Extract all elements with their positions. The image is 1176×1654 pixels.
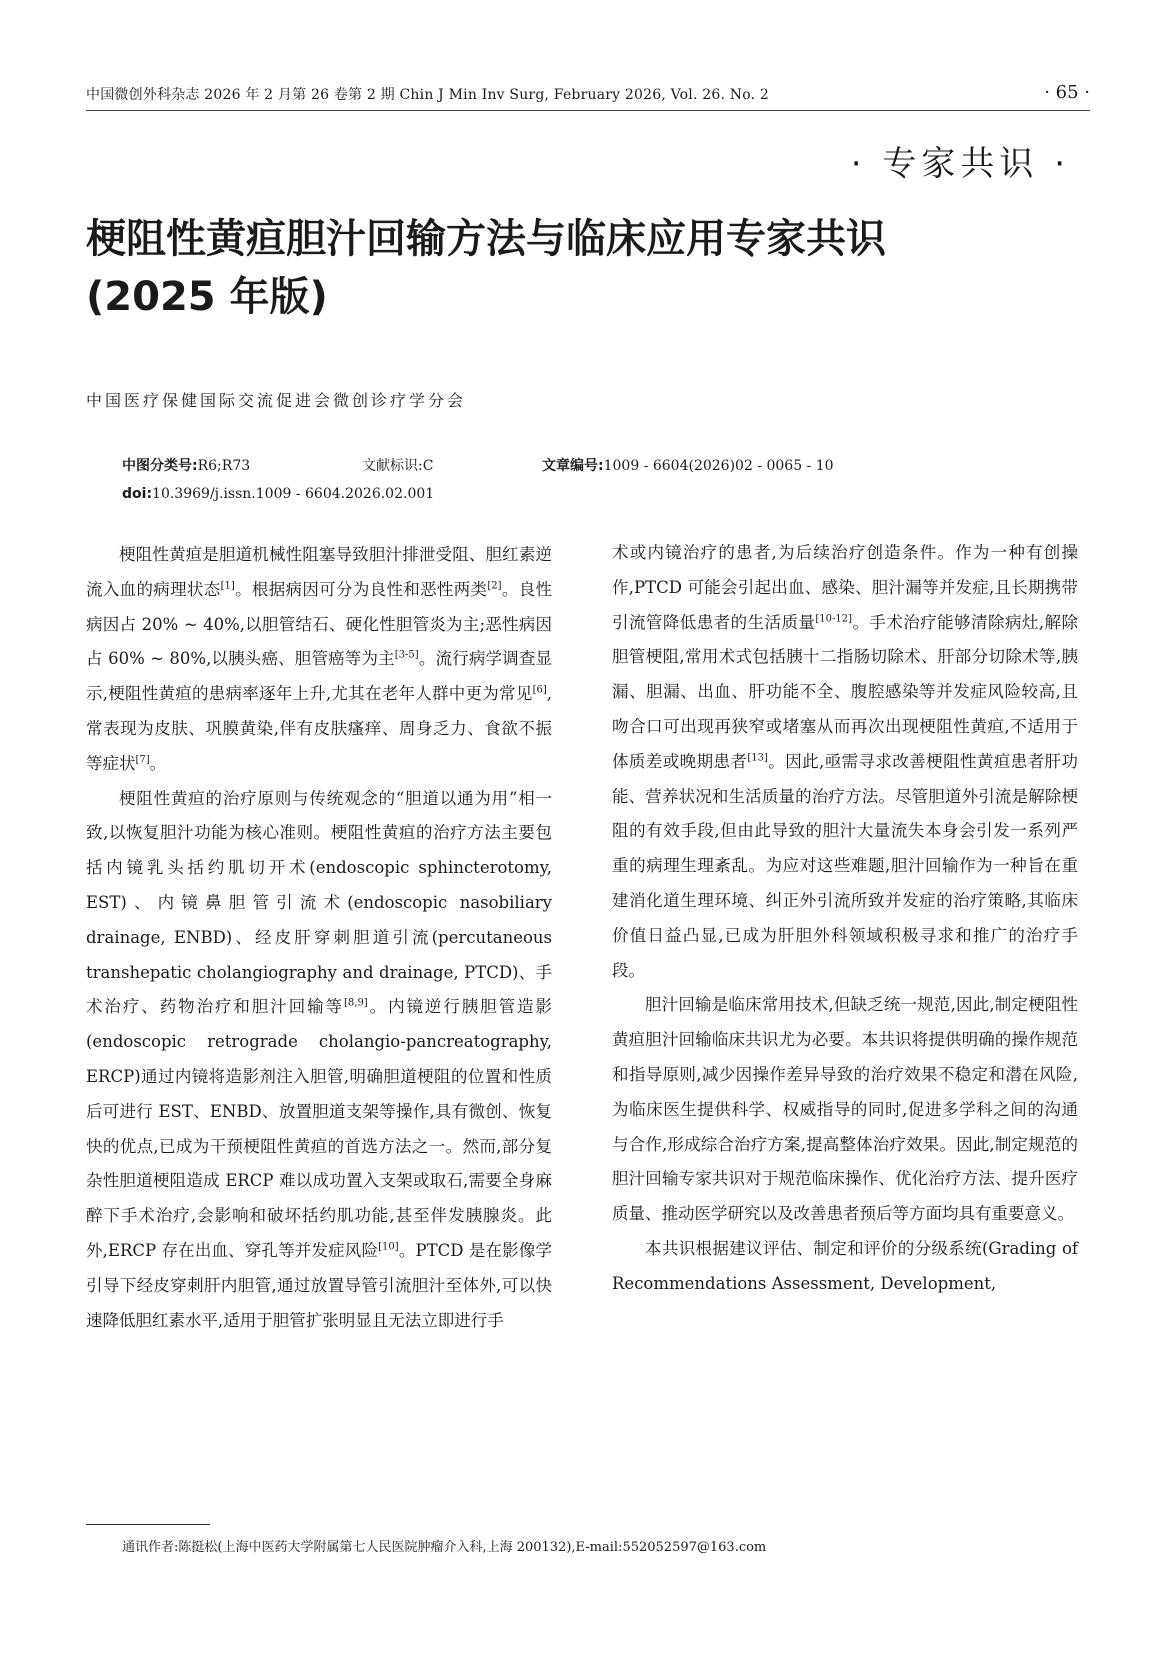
article-number-label: 文章编号: (542, 458, 604, 474)
body-text: 梗阻性黄疸的治疗原则与传统观念的“胆道以通为用”相一致,以恢复胆汁功能为核心准则。梗阻性黄疸的治疗方法主要包括内镜乳头括约肌切开术(endoscopic sphincterotomy, EST)、内镜鼻胆管引流术(endoscopic nasobiliary drainage, ENBD)、经皮肝穿刺胆道引流(percutaneous transhepatic cholangiography and drainage, PTCD)、手术治疗、药物治疗和胆汁回输等 (86, 788, 552, 1017)
citation-ref[interactable]: [10-12] (815, 613, 852, 625)
citation-ref[interactable]: [8,9] (344, 997, 368, 1009)
article-number-value: 1009 - 6604(2026)02 - 0065 - 10 (603, 458, 834, 474)
citation-ref[interactable]: [3-5] (394, 649, 419, 661)
doi-label: doi: (122, 486, 153, 502)
article-number-field (542, 452, 834, 480)
title-line-2: (2025 年版) (86, 274, 328, 320)
footnote-divider (86, 1524, 210, 1525)
clc-label: 中图分类号: (122, 458, 198, 474)
citation-ref[interactable]: [13] (747, 752, 768, 764)
document-id-value: C (422, 458, 434, 474)
citation-ref[interactable]: [7] (135, 754, 150, 766)
corresponding-author-footnote: 通讯作者:陈挺松(上海中医药大学附属第七人民医院肿瘤介入科,上海 200132),E-mail:552052597@163.com (122, 1540, 767, 1555)
doi-value[interactable]: 10.3969/j.issn.1009 - 6604.2026.02.001 (152, 486, 435, 502)
body-text: 。 (149, 753, 167, 773)
clc-value: R6;R73 (197, 458, 251, 474)
document-id-label: 文献标识: (362, 458, 423, 474)
document-id-field (362, 452, 433, 480)
paragraph: 胆汁回输是临床常用技术,但缺乏统一规范,因此,制定梗阻性黄疸胆汁回输临床共识尤为必要。本共识将提供明确的操作规范和指导原则,减少因操作差异导致的治疗效果不稳定和潜在风险,为临床医生提供科学、权威指导的同时,促进多学科之间的沟通与合作,形成综合治疗方案,提高整体治疗效果。因此,制定规范的胆汁回输专家共识对于规范临床操作、优化治疗方法、提升医疗质量、推动医学研究以及改善患者预后等方面均具有重要意义。 (612, 995, 1078, 1224)
running-header (86, 82, 1090, 111)
metadata-row-2 (122, 480, 434, 508)
metadata-row-1 (122, 452, 834, 480)
paragraph (612, 536, 1078, 988)
right-column (612, 536, 1078, 1302)
body-text: 。手术治疗能够清除病灶,解除胆管梗阻,常用术式包括胰十二指肠切除术、肝部分切除术等,胰漏、胆漏、出血、肝功能不全、腹腔感染等并发症风险较高,且吻合口可出现再狭窄或堵塞从而再次出现梗阻性黄疸,不适用于体质差或晚期患者 (612, 612, 1078, 771)
body-text: 。根据病因可分为良性和恶性两类 (234, 579, 488, 599)
clc-field (122, 458, 250, 474)
paragraph: 本共识根据建议评估、制定和评价的分级系统(Grading of Recommendations Assessment, Development, (612, 1238, 1078, 1293)
body-text: 。内镜逆行胰胆管造影(endoscopic retrograde cholangio-pancreatography, ERCP)通过内镜将造影剂注入胆管,明确胆道梗阻的位置和性质后可进行 EST、ENBD、放置胆道支架等操作,具有微创、恢复快的优点,已成为干预梗阻性黄疸的首选方法之一。然而,部分复杂性胆道梗阻造成 ERCP 难以成功置入支架或取石,需要全身麻醉下手术治疗,会影响和破坏括约肌功能,甚至伴发胰腺炎。此外,ERCP 存在出血、穿孔等并发症风险 (86, 997, 553, 1260)
journal-citation: 中国微创外科杂志 2026 年 2 月第 26 卷第 2 期 Chin J Min Inv Surg, February 2026, Vol. 26. No. 2 (86, 87, 770, 103)
body-text: 术或内镜治疗的患者,为后续治疗创造条件。作为一种有创操作,PTCD 可能会引起出血、感染、胆汁漏等并发症,且长期携带引流管降低患者的生活质量 (612, 543, 1078, 632)
article-title (86, 210, 1086, 326)
section-label: · 专家共识 · (850, 144, 1070, 184)
author-organization: 中国医疗保健国际交流促进会微创诊疗学分会 (86, 391, 467, 410)
page-number: · 65 · (1044, 82, 1090, 103)
title-line-1: 梗阻性黄疸胆汁回输方法与临床应用专家共识 (86, 216, 886, 262)
citation-ref[interactable]: [1] (220, 580, 235, 592)
citation-ref[interactable]: [6] (532, 684, 547, 696)
citation-ref[interactable]: [10] (378, 1241, 399, 1253)
body-text: 。因此,亟需寻求改善梗阻性黄疸患者肝功能、营养状况和生活质量的治疗方法。尽管胆道外引流是解除梗阻的有效手段,但由此导致的胆汁大量流失本身会引发一系列严重的病理生理紊乱。为应对这些难题,胆汁回输作为一种旨在重建消化道生理环境、纠正外引流所致并发症的治疗策略,其临床价值日益凸显,已成为肝胆外科领域积极寻求和推广的治疗手段。 (612, 751, 1078, 980)
left-column (86, 538, 552, 1338)
body-text: ,常表现为皮肤、巩膜黄染,伴有皮肤瘙痒、周身乏力、食欲不振等症状 (86, 684, 552, 773)
body-text: 梗阻性黄疸是胆道机械性阻塞导致胆汁排泄受阻、胆红素逆流入血的病理状态 (86, 545, 552, 599)
citation-ref[interactable]: [2] (487, 580, 502, 592)
paragraph (86, 782, 552, 1339)
body-text: 。PTCD 是在影像学引导下经皮穿刺肝内胆管,通过放置导管引流胆汁至体外,可以快速降低胆红素水平,适用于胆管扩张明显且无法立即进行手 (86, 1240, 552, 1330)
body-text: 。流行病学调查显示,梗阻性黄疸的患病率逐年上升,尤其在老年人群中更为常见 (86, 649, 552, 704)
article-metadata (122, 452, 834, 508)
paragraph (86, 538, 552, 782)
body-text: 。良性病因占 20% ~ 40%,以胆管结石、硬化性胆管炎为主;恶性病因占 60% ~ 80%,以胰头癌、胆管癌等为主 (86, 579, 553, 669)
